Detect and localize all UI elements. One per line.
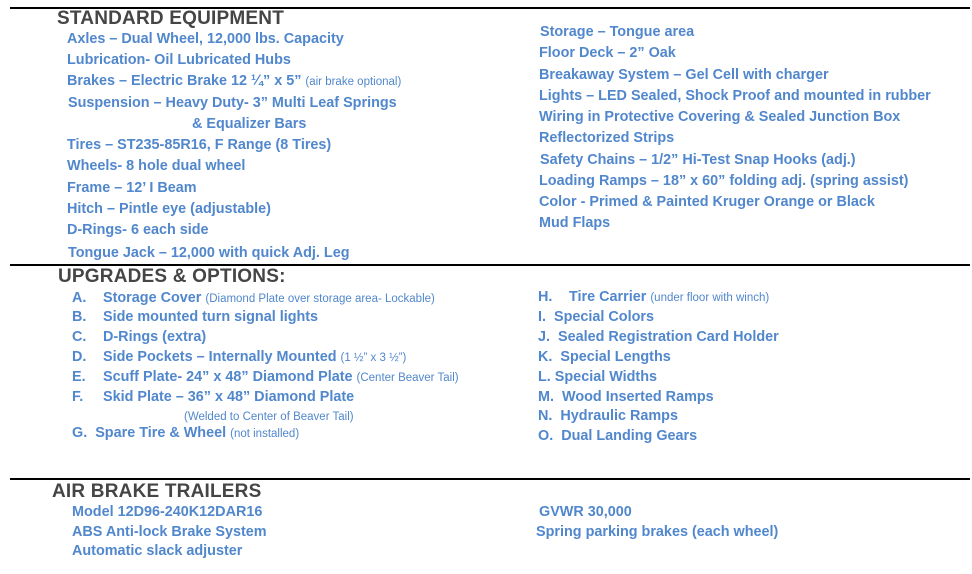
- standard-equipment-heading: STANDARD EQUIPMENT: [57, 8, 285, 29]
- option-e: E. Scuff Plate- 24” x 48” Diamond Plate (Center Beaver Tail): [72, 369, 459, 385]
- spec-tires: Tires – ST235-85R16, F Range (8 Tires): [67, 137, 332, 153]
- option-o: O. Dual Landing Gears: [538, 428, 698, 444]
- air-brake-gvwr: GVWR 30,000: [539, 504, 632, 520]
- spec-reflectorized: Reflectorized Strips: [539, 130, 675, 146]
- spec-mud-flaps: Mud Flaps: [539, 215, 611, 231]
- option-j: J. Sealed Registration Card Holder: [538, 329, 779, 345]
- air-brake-model: Model 12D96-240K12DAR16: [72, 504, 263, 520]
- spec-suspension-cont: & Equalizer Bars: [192, 116, 307, 132]
- option-f: F. Skid Plate – 36” x 48” Diamond Plate: [72, 389, 355, 405]
- divider-air-brake: [10, 478, 970, 480]
- spec-lights: Lights – LED Sealed, Shock Proof and mounted in rubber: [539, 88, 931, 104]
- spec-wheels: Wheels- 8 hole dual wheel: [67, 158, 246, 174]
- option-n: N. Hydraulic Ramps: [538, 408, 678, 424]
- option-m: M. Wood Inserted Ramps: [538, 389, 714, 405]
- spec-frame: Frame – 12’ I Beam: [67, 180, 197, 196]
- air-brake-parking: Spring parking brakes (each wheel): [536, 524, 779, 540]
- option-c: C. D-Rings (extra): [72, 329, 207, 345]
- spec-breakaway: Breakaway System – Gel Cell with charger: [539, 67, 829, 83]
- option-f-note: (Welded to Center of Beaver Tail): [184, 411, 354, 423]
- option-i: I. Special Colors: [538, 309, 654, 325]
- air-brake-slack-adjuster: Automatic slack adjuster: [72, 543, 243, 559]
- upgrades-heading: UPGRADES & OPTIONS:: [58, 266, 286, 287]
- spec-suspension: Suspension – Heavy Duty- 3” Multi Leaf Springs: [68, 95, 397, 111]
- spec-loading-ramps: Loading Ramps – 18” x 60” folding adj. (spring assist): [539, 173, 909, 189]
- option-h: H. Tire Carrier (under floor with winch): [538, 289, 770, 305]
- spec-storage: Storage – Tongue area: [540, 24, 695, 40]
- spec-lubrication: Lubrication- Oil Lubricated Hubs: [67, 52, 291, 68]
- air-brake-heading: AIR BRAKE TRAILERS: [52, 481, 262, 502]
- spec-d-rings: D-Rings- 6 each side: [67, 222, 209, 238]
- spec-brakes: Brakes – Electric Brake 12 ¼” x 5” (air brake optional): [67, 73, 402, 89]
- spec-floor-deck: Floor Deck – 2” Oak: [539, 45, 676, 61]
- option-d: D. Side Pockets – Internally Mounted (1 ½” x 3 ½”): [72, 349, 407, 365]
- spec-wiring: Wiring in Protective Covering & Sealed Junction Box: [539, 109, 901, 125]
- option-b: B. Side mounted turn signal lights: [72, 309, 319, 325]
- spec-hitch: Hitch – Pintle eye (adjustable): [67, 201, 271, 217]
- option-l: L. Special Widths: [538, 369, 658, 385]
- spec-color: Color - Primed & Painted Kruger Orange or Black: [539, 194, 875, 210]
- spec-safety-chains: Safety Chains – 1/2” Hi-Test Snap Hooks (adj.): [540, 152, 856, 168]
- option-g: G. Spare Tire & Wheel (not installed): [72, 425, 300, 441]
- spec-tongue-jack: Tongue Jack – 12,000 with quick Adj. Leg: [68, 245, 350, 261]
- option-a: A. Storage Cover (Diamond Plate over storage area- Lockable): [72, 290, 435, 306]
- spec-axles: Axles – Dual Wheel, 12,000 lbs. Capacity: [67, 31, 344, 47]
- option-k: K. Special Lengths: [538, 349, 671, 365]
- air-brake-abs: ABS Anti-lock Brake System: [72, 524, 267, 540]
